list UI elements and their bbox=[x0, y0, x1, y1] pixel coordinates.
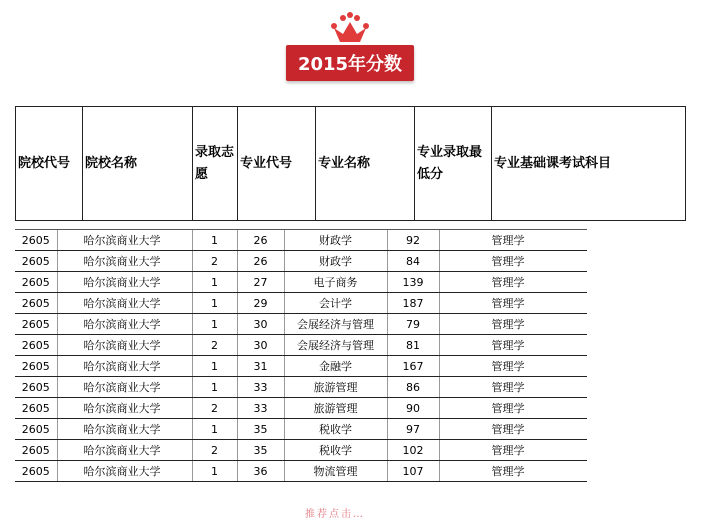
cell-school-code: 2605 bbox=[15, 251, 57, 272]
cell-min-score: 167 bbox=[387, 356, 439, 377]
cell-choice: 1 bbox=[192, 293, 237, 314]
cell-exam-subject: 管理学 bbox=[439, 356, 587, 377]
cell-exam-subject: 管理学 bbox=[439, 251, 587, 272]
cell-min-score: 90 bbox=[387, 398, 439, 419]
header-cell-school-name: 院校名称 bbox=[83, 107, 193, 221]
cell-min-score: 81 bbox=[387, 335, 439, 356]
cell-school-code: 2605 bbox=[15, 293, 57, 314]
table-row bbox=[15, 251, 587, 272]
cell-choice: 1 bbox=[192, 377, 237, 398]
header-cell-choice: 录取志愿 bbox=[193, 107, 238, 221]
cell-major-name: 旅游管理 bbox=[284, 377, 387, 398]
cell-school-code: 2605 bbox=[15, 335, 57, 356]
header-cell-major-code: 专业代号 bbox=[238, 107, 316, 221]
cell-min-score: 92 bbox=[387, 230, 439, 251]
cell-major-code: 36 bbox=[237, 461, 284, 482]
cell-school-name: 哈尔滨商业大学 bbox=[57, 419, 192, 440]
cell-school-name: 哈尔滨商业大学 bbox=[57, 398, 192, 419]
table-row bbox=[15, 272, 587, 293]
cell-major-name: 物流管理 bbox=[284, 461, 387, 482]
cell-major-name: 金融学 bbox=[284, 356, 387, 377]
cell-major-code: 35 bbox=[237, 440, 284, 461]
cell-min-score: 97 bbox=[387, 419, 439, 440]
cell-choice: 1 bbox=[192, 356, 237, 377]
cell-min-score: 187 bbox=[387, 293, 439, 314]
cell-major-name: 会计学 bbox=[284, 293, 387, 314]
table-row bbox=[15, 377, 587, 398]
cell-major-name: 财政学 bbox=[284, 230, 387, 251]
cell-major-name: 旅游管理 bbox=[284, 398, 387, 419]
header-cell-major-name: 专业名称 bbox=[316, 107, 415, 221]
cell-min-score: 107 bbox=[387, 461, 439, 482]
cell-major-name: 电子商务 bbox=[284, 272, 387, 293]
cell-school-code: 2605 bbox=[15, 440, 57, 461]
crown-icon bbox=[330, 12, 370, 44]
cell-major-code: 26 bbox=[237, 230, 284, 251]
cell-major-code: 26 bbox=[237, 251, 284, 272]
cell-major-code: 30 bbox=[237, 335, 284, 356]
cell-min-score: 79 bbox=[387, 314, 439, 335]
cell-exam-subject: 管理学 bbox=[439, 377, 587, 398]
cell-school-name: 哈尔滨商业大学 bbox=[57, 461, 192, 482]
cell-school-name: 哈尔滨商业大学 bbox=[57, 356, 192, 377]
cell-major-code: 33 bbox=[237, 377, 284, 398]
cell-school-name: 哈尔滨商业大学 bbox=[57, 377, 192, 398]
table-row bbox=[15, 293, 587, 314]
cell-school-name: 哈尔滨商业大学 bbox=[57, 251, 192, 272]
cell-exam-subject: 管理学 bbox=[439, 230, 587, 251]
cell-school-name: 哈尔滨商业大学 bbox=[57, 335, 192, 356]
score-table bbox=[15, 229, 587, 482]
cell-exam-subject: 管理学 bbox=[439, 293, 587, 314]
cell-major-name: 税收学 bbox=[284, 440, 387, 461]
cell-choice: 2 bbox=[192, 251, 237, 272]
cell-major-code: 35 bbox=[237, 419, 284, 440]
header-cell-school-code: 院校代号 bbox=[16, 107, 83, 221]
header-row bbox=[16, 107, 686, 221]
cell-choice: 1 bbox=[192, 419, 237, 440]
table-row bbox=[15, 335, 587, 356]
cell-major-code: 33 bbox=[237, 398, 284, 419]
cell-choice: 1 bbox=[192, 314, 237, 335]
cell-school-code: 2605 bbox=[15, 377, 57, 398]
cell-major-name: 会展经济与管理 bbox=[284, 314, 387, 335]
cell-exam-subject: 管理学 bbox=[439, 314, 587, 335]
table-row bbox=[15, 398, 587, 419]
cell-school-name: 哈尔滨商业大学 bbox=[57, 293, 192, 314]
cell-school-code: 2605 bbox=[15, 356, 57, 377]
cell-min-score: 139 bbox=[387, 272, 439, 293]
cell-exam-subject: 管理学 bbox=[439, 398, 587, 419]
cell-school-name: 哈尔滨商业大学 bbox=[57, 314, 192, 335]
cell-choice: 2 bbox=[192, 335, 237, 356]
cell-exam-subject: 管理学 bbox=[439, 461, 587, 482]
cell-school-name: 哈尔滨商业大学 bbox=[57, 272, 192, 293]
cell-major-code: 29 bbox=[237, 293, 284, 314]
cell-choice: 1 bbox=[192, 272, 237, 293]
table-row bbox=[15, 440, 587, 461]
cell-exam-subject: 管理学 bbox=[439, 419, 587, 440]
score-table-body bbox=[15, 230, 587, 482]
cell-school-name: 哈尔滨商业大学 bbox=[57, 440, 192, 461]
header-cell-exam-subject: 专业基础课考试科目 bbox=[492, 107, 686, 221]
cell-school-code: 2605 bbox=[15, 314, 57, 335]
cell-major-name: 会展经济与管理 bbox=[284, 335, 387, 356]
cell-major-name: 财政学 bbox=[284, 251, 387, 272]
cell-min-score: 84 bbox=[387, 251, 439, 272]
cell-choice: 1 bbox=[192, 230, 237, 251]
cell-school-code: 2605 bbox=[15, 272, 57, 293]
cell-exam-subject: 管理学 bbox=[439, 440, 587, 461]
cell-exam-subject: 管理学 bbox=[439, 272, 587, 293]
table-row bbox=[15, 314, 587, 335]
cell-school-code: 2605 bbox=[15, 230, 57, 251]
cell-major-name: 税收学 bbox=[284, 419, 387, 440]
cell-major-code: 30 bbox=[237, 314, 284, 335]
table-row bbox=[15, 230, 587, 251]
year-score-banner bbox=[286, 45, 414, 81]
cell-exam-subject: 管理学 bbox=[439, 335, 587, 356]
header-table bbox=[15, 106, 686, 221]
cell-choice: 2 bbox=[192, 398, 237, 419]
cell-major-code: 31 bbox=[237, 356, 284, 377]
table-row bbox=[15, 419, 587, 440]
cell-school-code: 2605 bbox=[15, 461, 57, 482]
footer-text: 推荐点击… bbox=[305, 509, 365, 520]
table-row bbox=[15, 461, 587, 482]
cell-school-name: 哈尔滨商业大学 bbox=[57, 230, 192, 251]
cell-choice: 1 bbox=[192, 461, 237, 482]
cell-min-score: 102 bbox=[387, 440, 439, 461]
header-cell-min-score: 专业录取最低分 bbox=[415, 107, 492, 221]
cell-choice: 2 bbox=[192, 440, 237, 461]
cell-major-code: 27 bbox=[237, 272, 284, 293]
cell-school-code: 2605 bbox=[15, 419, 57, 440]
cell-school-code: 2605 bbox=[15, 398, 57, 419]
banner-title: 2015年分数 bbox=[297, 54, 403, 75]
table-row bbox=[15, 356, 587, 377]
cell-min-score: 86 bbox=[387, 377, 439, 398]
